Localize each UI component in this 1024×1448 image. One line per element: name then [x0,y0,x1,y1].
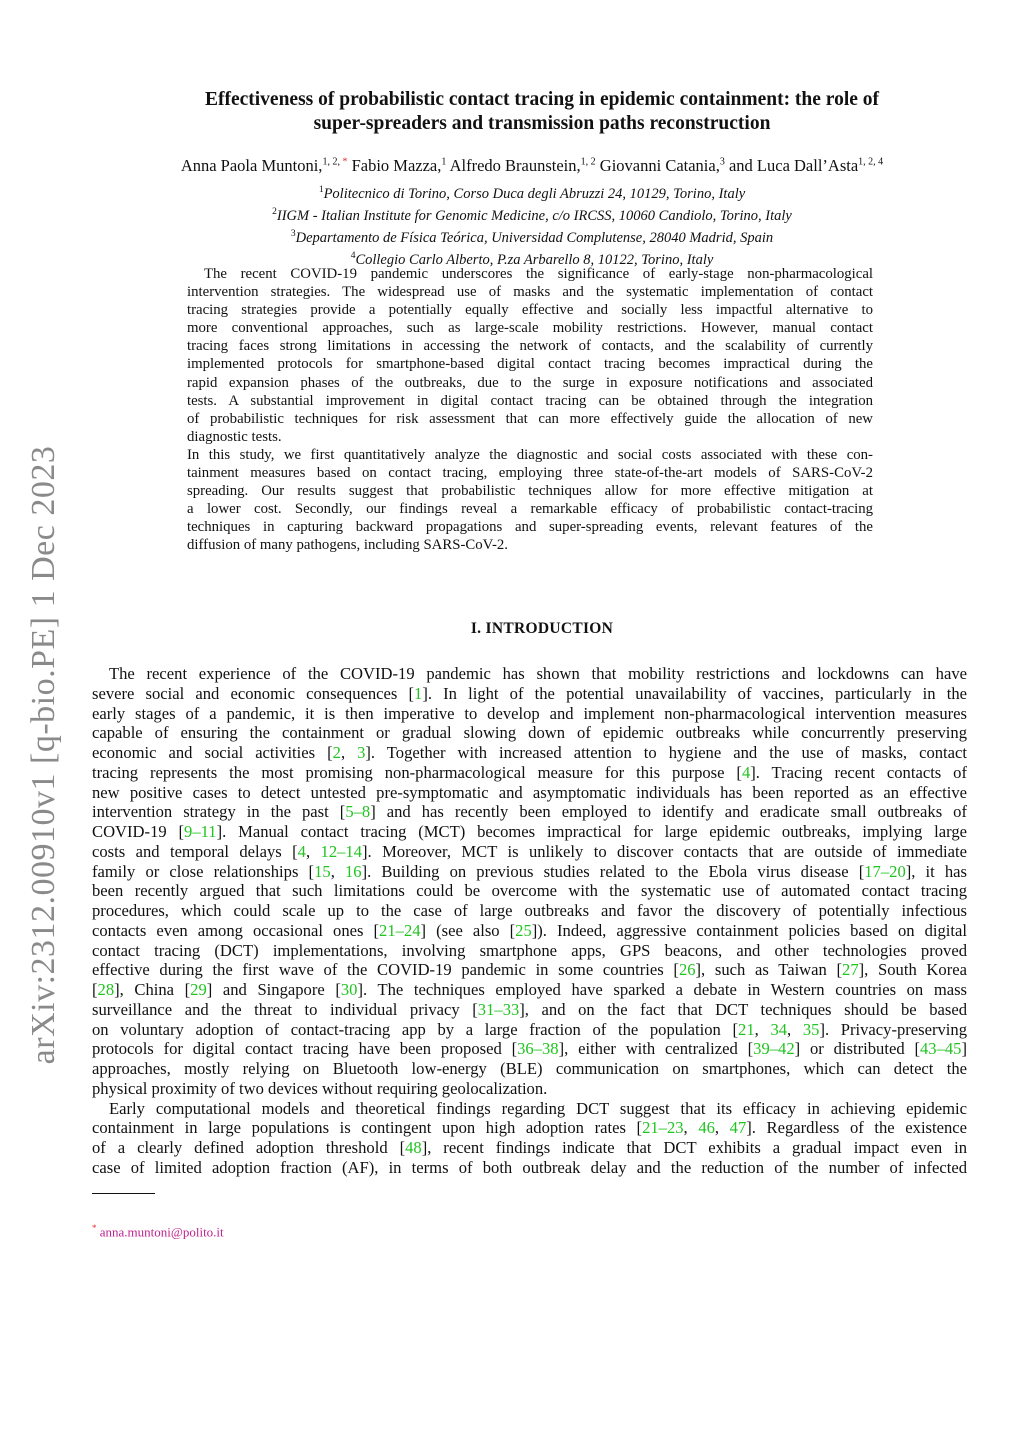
author: Anna Paola Muntoni,$^{1, 2,}$ * [180,156,348,175]
text-line: In this study, we first quantitatively analyze the diagnostic and social costs associated with these con- [187,446,873,463]
text-line: severe social and economic consequences [1]. In light of the potential unavailability of vaccines, particularly in the [92,683,967,703]
text-line: intervention strategies. The widespread use of masks and the systematic implementation of contact [187,284,873,301]
introduction-text [92,664,967,1178]
citation-link[interactable]: 26 [678,960,696,980]
citation-link[interactable]: 29 [190,980,207,999]
text-line: COVID-19 [9–11]. Manual contact tracing (MCT) becomes impractical for large epidemic outbreaks, implying large [92,822,967,841]
text-line: approaches, mostly relying on Bluetooth low-energy (BLE) communication on smartphones, which can detect the [92,1059,967,1078]
citation-link[interactable]: 17–20 [864,861,906,881]
text-line: contact tracing (DCT) implementations, involving smartphone apps, GPS beacons, and other technologies proved [92,940,967,960]
text-line: more conventional approaches, such as large-scale mobility restrictions. However, manual contact [187,320,873,337]
text-line: tracing represents the most promising non-pharmacological measure for this purpose [4]. Tracing recent contacts of [92,762,967,782]
text-line: protocols for digital contact tracing have been proposed [36–38], either with centralized [39–42] or distributed [43–45] [92,1039,967,1059]
affiliation: $^2$IIGM - Italian Institute for Genomic Medicine, c/o IRCSS, 10060 Candiolo, Torino, Italy [272,207,792,224]
author: Fabio Mazza,$^1$ [351,156,447,175]
text-line: on voluntary adoption of contact-tracing app by a large fraction of the population [21, 34, 35]. Privacy-preserving [92,1019,967,1039]
citation-link[interactable]: 4 [741,762,751,782]
text-line: [28], China [29] and Singapore [30]. The techniques employed have sparked a debate in Western countries on mass [92,980,967,999]
text-line: of a clearly defined adoption threshold [48], recent findings indicate that DCT exhibits a gradual impact even in [92,1138,967,1157]
citation-link[interactable]: 2 [332,743,341,762]
citation-link[interactable]: 5–8 [345,802,371,822]
text-line: effective during the first wave of the COVID-19 pandemic in some countries [26], such as Taiwan [27], South Korea [92,960,967,980]
text-line: capable of ensuring the containment or gradual slowing down of epidemic outbreaks while concurrently preserving [92,723,967,743]
text-line: rapid expansion phases of the outbreaks, due to the surge in exposure notifications and associated [187,374,873,391]
text-line: The recent experience of the COVID-19 pandemic has shown that mobility restrictions and lockdowns can have [109,664,967,683]
text-line: implemented protocols for smartphone-based digital contact tracing becomes impractical during the [187,356,873,373]
text-line: diagnostic tests. [187,428,282,445]
text-line: containment in large populations is contingent upon high adoption rates [21–23, 46, 47]. Regardless of the existence [92,1118,967,1138]
citation-link[interactable]: 9–11 [184,822,217,841]
text-line: intervention strategy in the past [5–8] and has recently been employed to identify and eradicate small outbreaks of [92,802,967,822]
affiliation: $^3$Departamento de Física Teórica, Universidad Complutense, 28040 Madrid, Spain [290,229,774,246]
citation-link[interactable]: 46 [698,1118,715,1138]
text-line: Early computational models and theoretical findings regarding DCT suggest that its efficacy in achieving epidemic [109,1098,967,1118]
affiliations [60,181,1004,269]
citation-link[interactable]: 47 [729,1118,747,1138]
citation-link[interactable]: 28 [97,980,115,999]
text-line: costs and temporal delays [4, 12–14]. Moreover, MCT is unlikely to discover contacts that are outside of immediate [92,841,967,861]
affiliation: $^1$Politecnico di Torino, Corso Duca degli Abruzzi 24, 10129, Torino, Italy [318,185,746,202]
text-line: tests. A substantial improvement in digital contact tracing can be obtained through the integration [187,392,873,409]
title-line: super-spreaders and transmission paths reconstruction [313,113,771,134]
author: and Luca Dall’Asta$^{1, 2, 4}$ [728,156,884,175]
citation-link[interactable]: 3 [357,743,366,762]
citation-link[interactable]: 36–38 [517,1039,559,1059]
text-line: a lower cost. Secondly, our findings reveal a remarkable efficacy of probabilistic contact-tracing [187,501,873,518]
text-line: The recent COVID-19 pandemic underscores the significance of early-stage non-pharmacological [204,266,873,282]
citation-link[interactable]: 1 [414,683,423,703]
text-line: been recently argued that such limitations could be overcome with the systematic use of automated contact tracing [92,881,967,901]
text-line: spreading. Our results suggest that probabilistic techniques allow for more effective mitigation at [187,483,873,500]
citation-link[interactable]: 12–14 [320,841,363,861]
text-line: tracing faces strong limitations in accessing the network of contacts, and the scalability of currently [187,338,873,355]
text-line: early stages of a pandemic, it is then imperative to develop and implement non-pharmacological intervention measures [92,703,967,723]
footnote: * anna.muntoni@polito.it [92,1223,224,1240]
text-line: case of limited adoption fraction (AF), in terms of both outbreak delay and the reduction of the number of infected [92,1157,967,1177]
corresponding-author-mark[interactable]: * [342,156,348,168]
author-list [60,156,1004,176]
citation-link[interactable]: 21–24 [379,920,421,940]
footnote-rule [92,1193,155,1194]
text-line: diffusion of many pathogens, including SARS-CoV-2. [187,537,509,554]
author: Alfredo Braunstein,$^{1, 2}$ [449,156,596,175]
citation-link[interactable]: 30 [340,980,358,999]
citation-link[interactable]: 21 [738,1019,755,1039]
citation-link[interactable]: 43–45 [919,1039,962,1059]
citation-link[interactable]: 35 [802,1019,820,1039]
text-line: new positive cases to detect untested pre-symptomatic and asymptomatic individuals has been reported as an effective [92,782,967,802]
citation-link[interactable]: 25 [515,920,532,940]
text-line: economic and social activities [2, 3]. Together with increased attention to hygiene and the use of masks, contact [92,743,967,762]
arxiv-stamp: arXiv:2312.00910v1 [q-bio.PE] 1 Dec 2023 [25,445,62,1065]
citation-link[interactable]: 4 [297,841,306,861]
text-line: family or close relationships [15, 16]. Building on previous studies related to the Ebola virus disease [17–20], it has [92,861,967,881]
affiliation: $^4$Collegio Carlo Alberto, P.za Arbarello 8, 10122, Torino, Italy [350,251,714,268]
abstract [187,265,873,555]
citation-link[interactable]: 48 [405,1138,422,1157]
text-line: techniques in capturing backward propagations and super-spreading events, relevant features of the [187,519,873,536]
text-line: procedures, which could scale up to the case of large outbreaks and favor the discovery of potentially infectious [92,901,967,920]
text-line: tracing strategies provide a potentially equally effective and socially less impactful alternative to [187,302,873,319]
text-line: contacts even among occasional ones [21–24] (see also [25]). Indeed, aggressive containment policies based on digital [92,920,967,940]
citation-link[interactable]: 34 [770,1019,788,1039]
paper-title [80,88,1004,136]
text-line: of probabilistic techniques for risk assessment that can more effectively guide the allocation of new [187,410,873,427]
text-line: physical proximity of two devices without requiring geolocalization. [92,1078,548,1098]
citation-link[interactable]: 15 [314,861,331,881]
section-heading: I. INTRODUCTION [470,620,614,637]
text-line: surveillance and the threat to individual privacy [31–33], and on the fact that DCT techniques should be based [92,999,967,1019]
email-link[interactable]: anna.muntoni@polito.it [99,1224,224,1240]
citation-link[interactable]: 31–33 [477,999,520,1019]
text-line: tainment measures based on contact tracing, employing three state-of-the-art models of SARS-CoV-2 [187,465,873,482]
citation-link[interactable]: 21–23 [642,1118,684,1138]
citation-link[interactable]: 39–42 [753,1039,795,1059]
citation-link[interactable]: 27 [842,960,859,980]
author: Giovanni Catania,$^3$ [599,156,725,175]
citation-link[interactable]: 16 [344,861,362,881]
title-line: Effectiveness of probabilistic contact tracing in epidemic containment: the role of [204,89,880,110]
